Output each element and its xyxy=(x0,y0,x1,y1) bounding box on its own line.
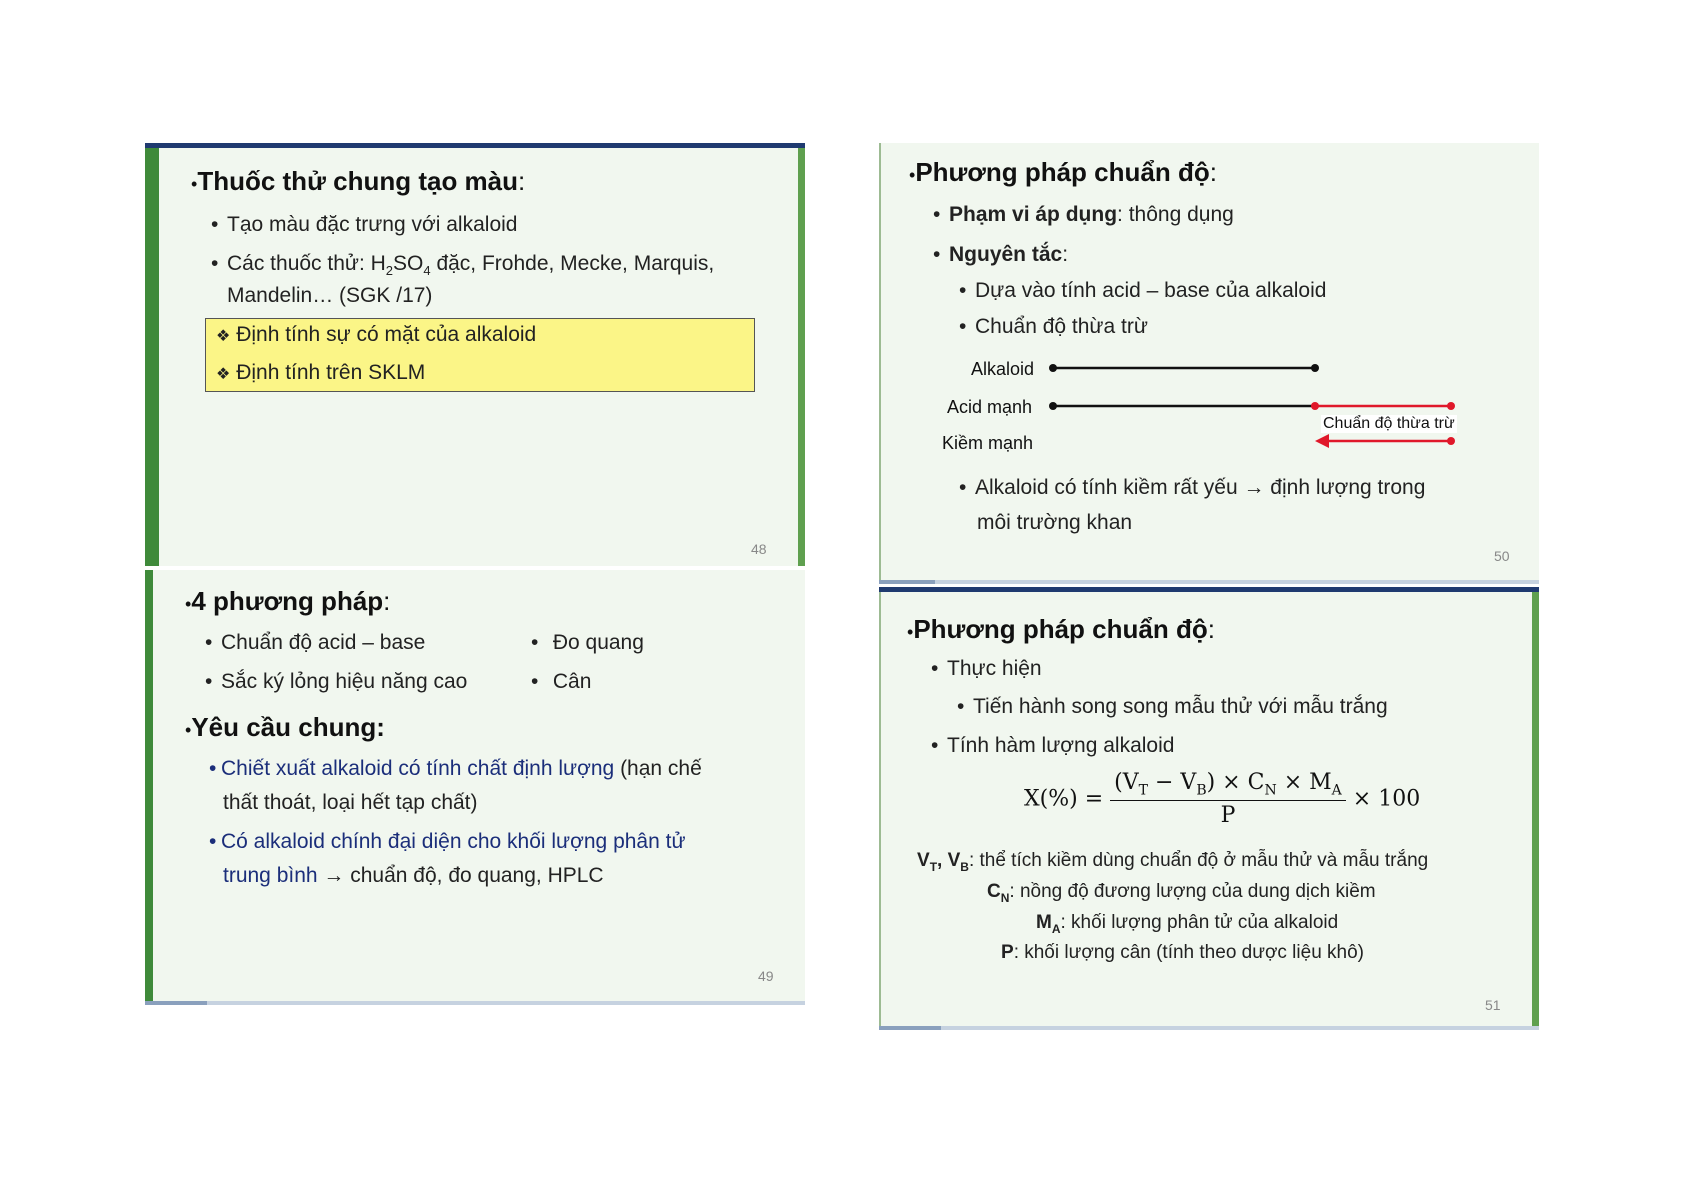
slide-48-item-1: • Tạo màu đặc trưng với alkaloid xyxy=(211,213,518,236)
slide-48-item-2-cont: Mandelin… (SGK /17) xyxy=(227,284,433,307)
page-number: 48 xyxy=(751,541,767,557)
principle-1: • Dựa vào tính acid – base của alkaloid xyxy=(959,279,1327,302)
do-item: • Thực hiện xyxy=(931,657,1042,680)
acid-end-dot xyxy=(1447,402,1455,410)
principle-2: • Chuẩn độ thừa trừ xyxy=(959,315,1148,338)
requirement-1-cont: thất thoát, loại hết tạp chất) xyxy=(223,791,478,814)
note-item-cont: môi trường khan xyxy=(977,511,1133,534)
requirement-1: • Chiết xuất alkaloid có tính chất định lượng (hạn chế xyxy=(209,757,702,780)
label-base: Kiềm mạnh xyxy=(942,433,1034,453)
formula-fraction: $\frac{(V_T - V_B) \times C_N \times M_A}{P}$ xyxy=(1110,770,1346,828)
base-end-dot xyxy=(1447,437,1455,445)
highlight-item-2: ❖ Định tính trên SKLM xyxy=(216,361,426,384)
method-3: • Sắc ký lỏng hiệu năng cao xyxy=(205,670,468,693)
do-sub-item: • Tiến hành song song mẫu thử với mẫu trắng xyxy=(957,695,1388,718)
definition-cn: $C_N$: nồng độ đương lượng của dung dịch kiềm xyxy=(987,881,1376,905)
highlight-box xyxy=(205,318,755,392)
formula: X(%) = $\frac{(V_T - V_B) \times C_N \times M_A}{P}$ × 100 xyxy=(1024,770,1421,829)
page-number: 50 xyxy=(1494,548,1510,564)
scope-item: • Phạm vi áp dụng: thông dụng xyxy=(933,203,1234,226)
method-2: • Đo quang xyxy=(531,631,644,654)
page-number: 49 xyxy=(758,968,774,984)
definition-vt-vb: $V_T$, $V_B$: thể tích kiềm dùng chuẩn độ ở mẫu thử và mẫu trắng xyxy=(917,850,1429,874)
method-4: • Cân xyxy=(531,670,592,693)
definition-ma: $M_A$: khối lượng phân tử của alkaloid xyxy=(1036,912,1339,936)
slide-48-item-2: • Các thuốc thử: $H_2SO_4$ đặc, Frohde, Mecke, Marquis, xyxy=(211,252,715,279)
accent-bar xyxy=(879,580,935,584)
slide-49-title-2: •Yêu cầu chung: xyxy=(185,712,385,742)
label-alkaloid: Alkaloid xyxy=(971,359,1035,379)
requirement-2-cont: trung bình → chuẩn độ, đo quang, HPLC xyxy=(223,864,604,887)
accent-bar xyxy=(879,1026,941,1030)
note-item: • Alkaloid có tính kiềm rất yếu → định lượng trong xyxy=(959,476,1426,499)
principle-item: • Nguyên tắc: xyxy=(933,243,1069,266)
slide-49 xyxy=(145,570,805,1005)
acid-mid-dot xyxy=(1311,402,1319,410)
label-back-titration: Chuẩn độ thừa trừ xyxy=(1323,415,1455,432)
accent-bar xyxy=(145,1001,207,1005)
alkaloid-start-dot xyxy=(1049,364,1057,372)
base-arrowhead xyxy=(1315,434,1329,448)
calc-item: • Tính hàm lượng alkaloid xyxy=(931,734,1175,757)
slide-49-title-1: •4 phương pháp: xyxy=(185,586,391,616)
acid-start-dot xyxy=(1049,402,1057,410)
definition-p: P: khối lượng cân (tính theo dược liệu khô) xyxy=(1001,942,1364,963)
slide-51 xyxy=(879,587,1539,1030)
slide-50-title: •Phương pháp chuẩn độ: xyxy=(909,157,1217,187)
slide-48-title: •Thuốc thử chung tạo màu: xyxy=(191,166,526,196)
requirement-2: • Có alkaloid chính đại diện cho khối lượng phân tử xyxy=(209,830,686,853)
page-number: 51 xyxy=(1485,997,1501,1013)
alkaloid-end-dot xyxy=(1311,364,1319,372)
label-acid: Acid mạnh xyxy=(947,397,1033,417)
highlight-item-1: ❖ Định tính sự có mặt của alkaloid xyxy=(216,323,537,346)
slide-48 xyxy=(145,143,805,566)
slide-51-title: •Phương pháp chuẩn độ: xyxy=(907,614,1215,644)
method-1: • Chuẩn độ acid – base xyxy=(205,631,426,654)
slide-50 xyxy=(879,143,1539,584)
